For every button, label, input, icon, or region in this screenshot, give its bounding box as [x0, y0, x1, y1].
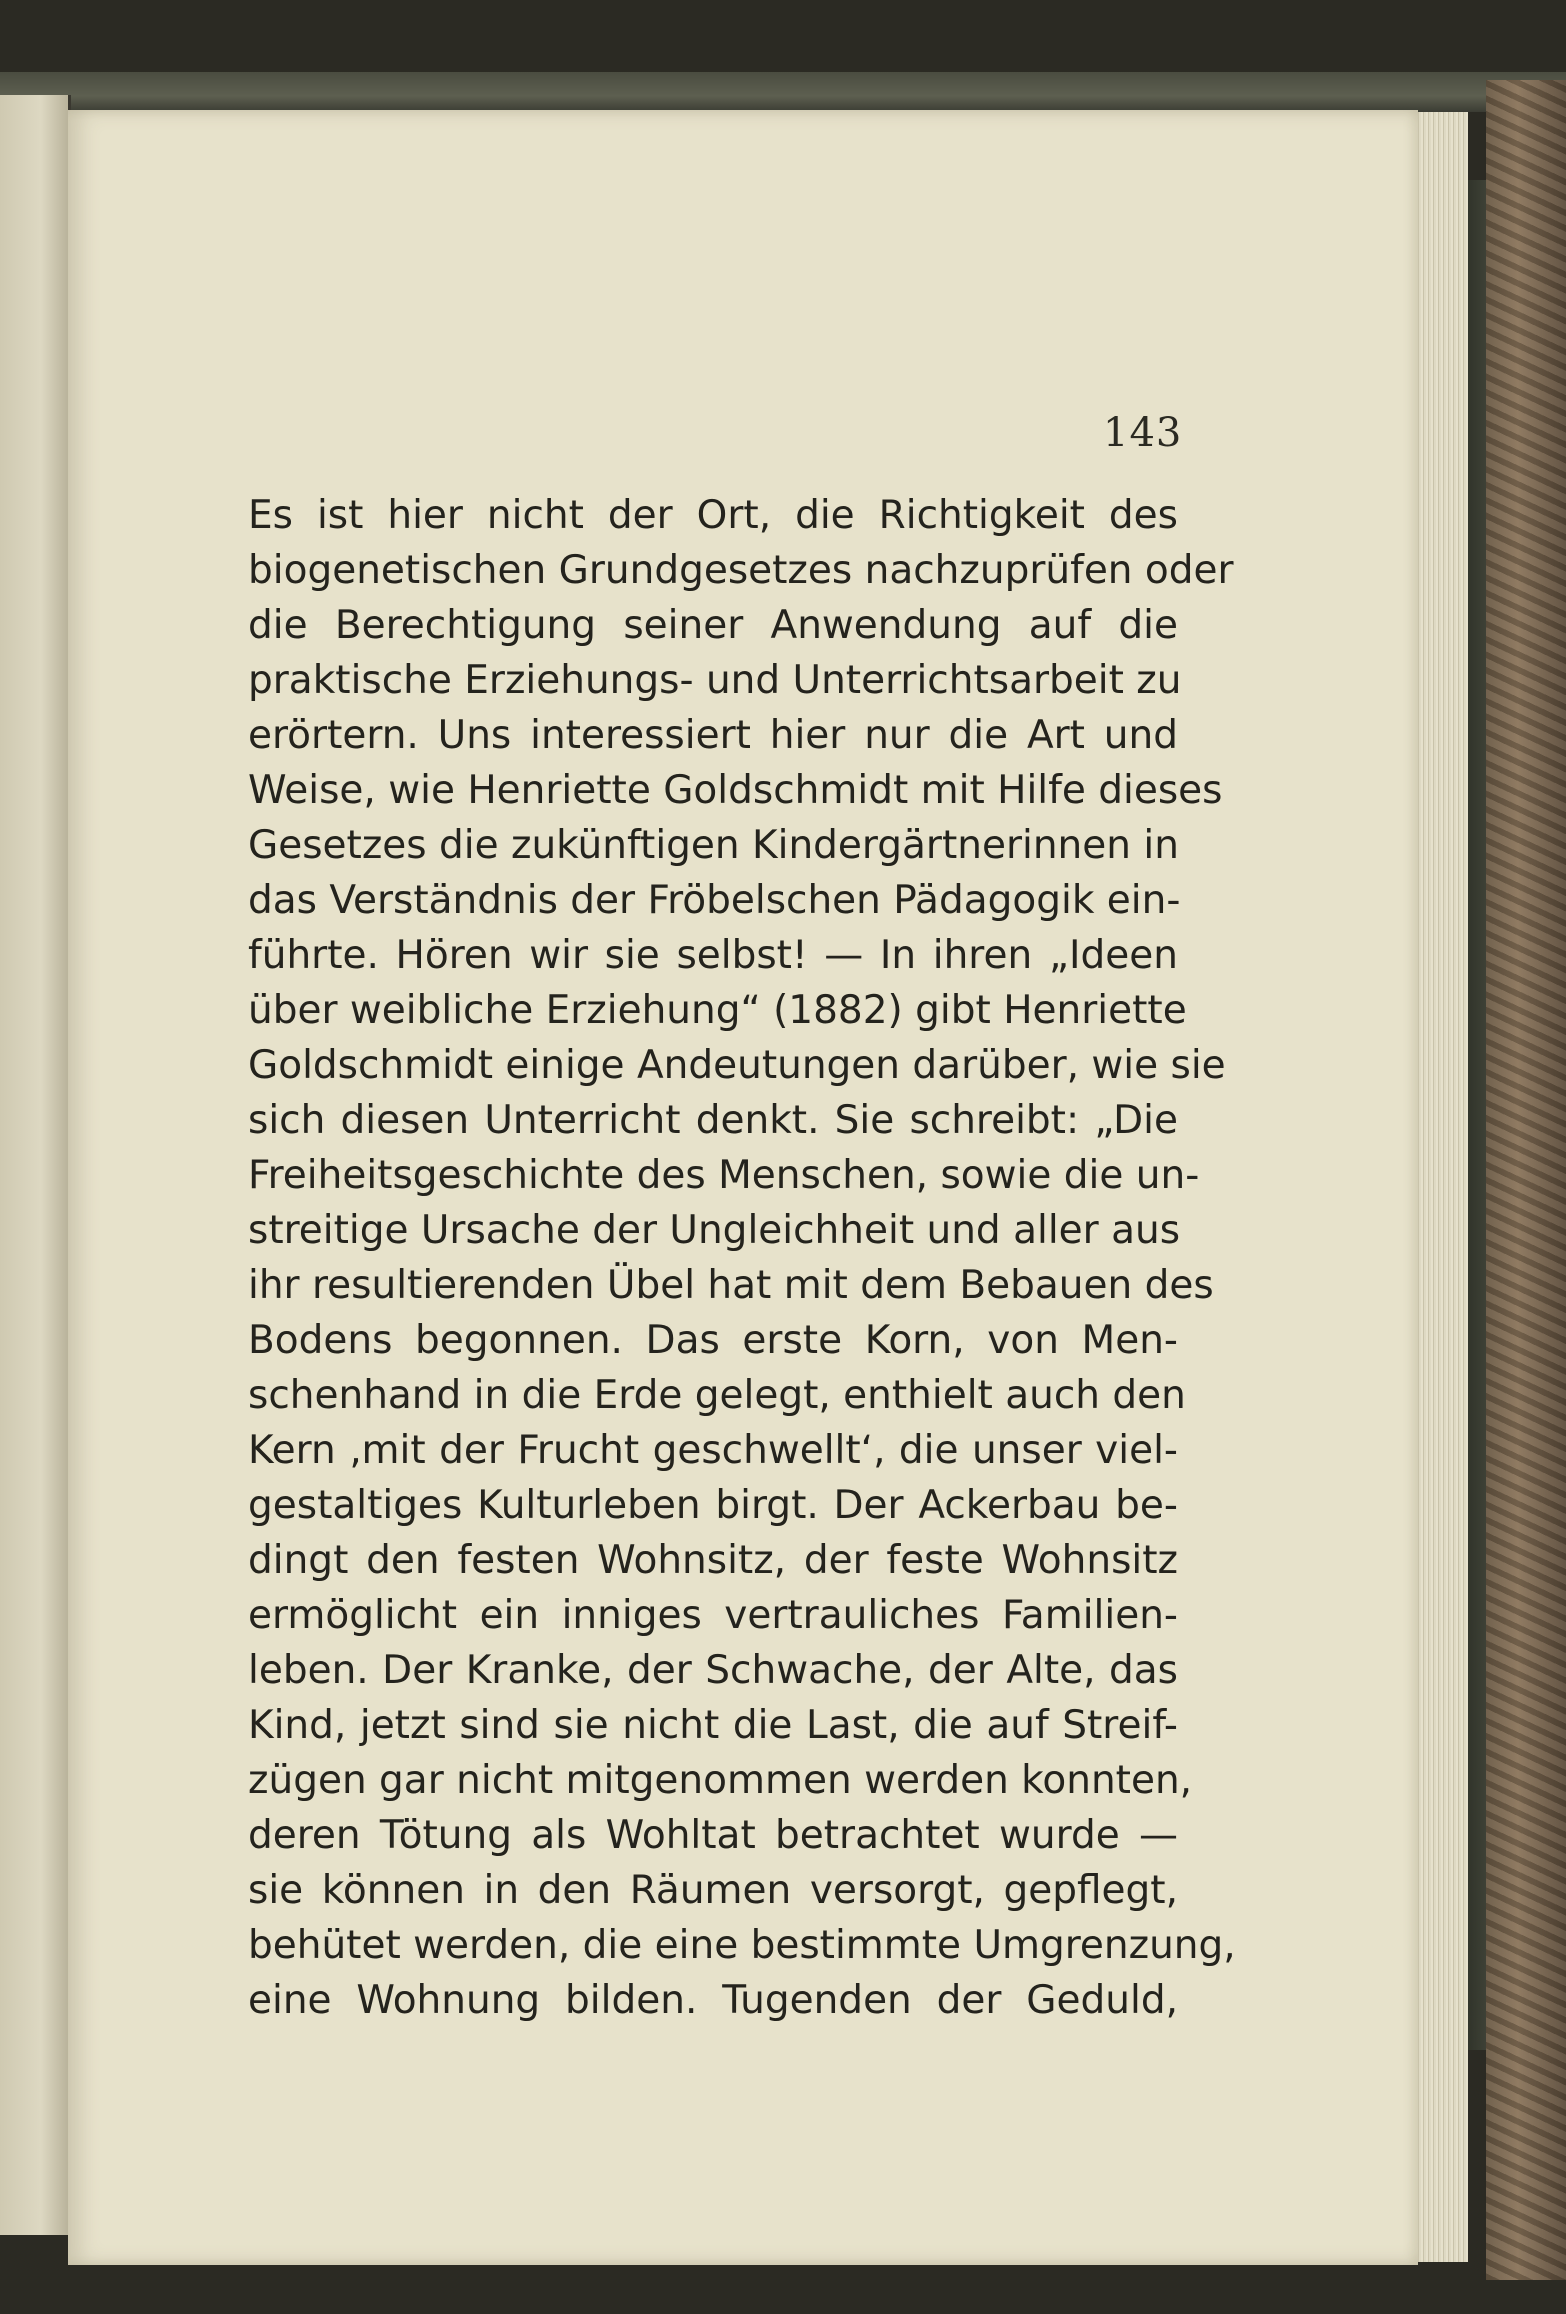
text-line: biogenetischen Grundgesetzes nachzuprüfen oder [248, 548, 1234, 593]
text-line: Es ist hier nicht der Ort, die Richtigkeit des [248, 493, 1178, 538]
text-line: die Berechtigung seiner Anwendung auf die [248, 603, 1178, 648]
text-line: führte. Hören wir sie selbst! — In ihren „Ideen [248, 933, 1178, 978]
text-line: Bodens begonnen. Das erste Korn, von Men- [248, 1318, 1178, 1363]
text-line: Freiheitsgeschichte des Menschen, sowie die un- [248, 1153, 1200, 1198]
text-line: sie können in den Räumen versorgt, gepflegt, [248, 1868, 1178, 1913]
text-line: streitige Ursache der Ungleichheit und aller aus [248, 1208, 1181, 1253]
text-line: zügen gar nicht mitgenommen werden konnten, [248, 1758, 1193, 1803]
text-line: über weibliche Erziehung“ (1882) gibt Henriette [248, 988, 1187, 1033]
text-line: eine Wohnung bilden. Tugenden der Geduld, [248, 1978, 1178, 2023]
text-line: ihr resultierenden Übel hat mit dem Bebauen des [248, 1263, 1214, 1308]
text-line: dingt den festen Wohnsitz, der feste Wohnsitz [248, 1538, 1178, 1583]
text-line: behütet werden, die eine bestimmte Umgrenzung, [248, 1923, 1236, 1968]
page-number: 143 [1103, 410, 1183, 456]
text-line: Kind, jetzt sind sie nicht die Last, die auf Streif- [248, 1703, 1178, 1748]
text-line: das Verständnis der Fröbelschen Pädagogik ein- [248, 878, 1181, 923]
page-stack-edge [1415, 112, 1468, 2262]
text-line: schenhand in die Erde gelegt, enthielt auch den [248, 1373, 1186, 1418]
book-page [68, 110, 1418, 2265]
text-line: sich diesen Unterricht denkt. Sie schreibt: „Die [248, 1098, 1178, 1143]
text-line: erörtern. Uns interessiert hier nur die Art und [248, 713, 1178, 758]
text-line: ermöglicht ein inniges vertrauliches Familien- [248, 1593, 1178, 1638]
marbled-cover-edge [1486, 80, 1566, 2280]
text-line: Goldschmidt einige Andeutungen darüber, wie sie [248, 1043, 1226, 1088]
text-line: gestaltiges Kulturleben birgt. Der Ackerbau be- [248, 1483, 1178, 1528]
text-line: leben. Der Kranke, der Schwache, der Alte, das [248, 1648, 1178, 1693]
text-line: deren Tötung als Wohltat betrachtet wurde — [248, 1813, 1178, 1858]
text-line: Gesetzes die zukünftigen Kindergärtnerinnen in [248, 823, 1179, 868]
text-line: Kern ‚mit der Frucht geschwellt‘, die unser viel- [248, 1428, 1178, 1473]
left-page-edge [0, 95, 71, 2235]
text-line: praktische Erziehungs- und Unterrichtsarbeit zu [248, 658, 1182, 703]
text-line: Weise, wie Henriette Goldschmidt mit Hilfe dieses [248, 768, 1223, 813]
body-text [248, 488, 1236, 2028]
book-binding-top [0, 72, 1566, 112]
